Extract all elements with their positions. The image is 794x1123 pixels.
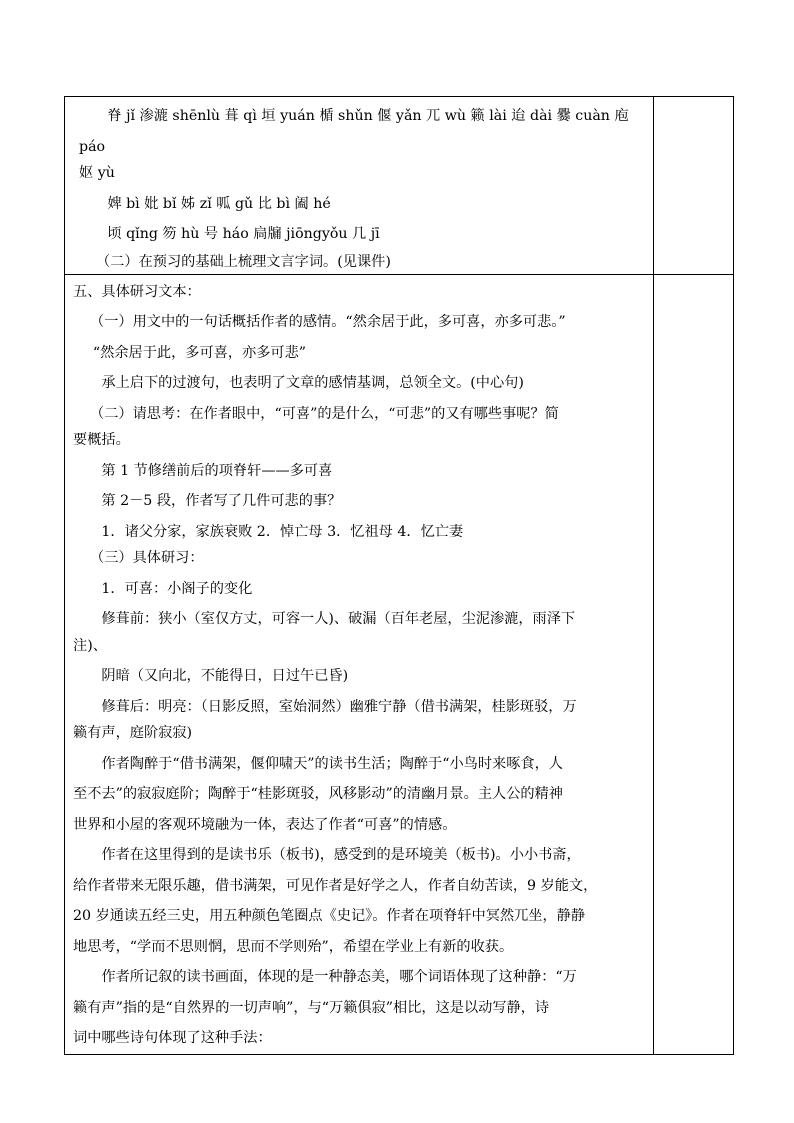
section-2-question: 第 2－5 段，作者写了几件可悲的事？: [101, 493, 342, 509]
before-repair-line-1: 修葺前：狭小（室仅方丈，可容一人)、破漏（百年老屋，尘泥渗漉，雨泽下: [101, 611, 576, 627]
pronunciation-line-2: 妪 yù: [79, 165, 115, 181]
paragraph-3-line-1: 作者所记叙的读书画面，体现的是一种静态美，哪个词语体现了这种静：“万: [101, 969, 577, 985]
after-repair-line-1: 修葺后：明亮：（日影反照，室始洞然）幽雅宁静（借书满架，桂影斑驳，万: [101, 698, 577, 715]
lesson-plan-table: [64, 96, 734, 1055]
main-content-cell: [65, 274, 654, 1054]
paragraph-2-line-4: 地思考，“学而不思则惘，思而不学则殆”，希望在学业上有新的收获。: [73, 938, 514, 955]
question-1-quote: “然余居于此，多可喜，亦多可悲”: [92, 344, 307, 361]
sad-events-list: 1．诸父分家，家族衰败 2．悼亡母 3．忆祖母 4．忆亡妻: [101, 523, 464, 540]
pronunciation-line-3: 婢 bì 妣 bǐ 姊 zǐ 呱 gǔ 比 bì 阖 hé: [107, 195, 331, 212]
notes-cell: [654, 97, 734, 275]
review-task: （二）在预习的基础上梳理文言字词。(见课件): [96, 253, 391, 270]
question-1-note: 承上启下的过渡句，也表明了文章的感情基调，总领全文。(中心句): [101, 375, 524, 391]
before-repair-line-3: 阴暗（又向北，不能得日，日过午已昏): [101, 668, 349, 684]
paragraph-3-line-3: 词中哪些诗句体现了这种手法：: [73, 1030, 272, 1046]
pronunciation-line-4: 顷 qǐng 笏 hù 号 háo 扃牖 jiōngyǒu 几 jī: [107, 226, 380, 242]
pronunciation-line-1: 脊 jǐ 渗漉 shēnlù 葺 qì 垣 yuán 楯 shǔn 偃 yǎn 兀 wù 籁 lài 迨 dài 爨 cuàn 庖 páo: [79, 108, 629, 155]
paragraph-2-line-1: 作者在这里得到的是读书乐（板书)，感受到的是环境美（板书)。小小书斋，: [101, 847, 581, 863]
question-1: （一）用文中的一句话概括作者的感情。“然余居于此，多可喜，亦多可悲。”: [90, 314, 566, 330]
question-2-cont: 要概括。: [73, 432, 130, 448]
question-2: （二）请思考：在作者眼中，“可喜”的是什么，“可悲”的又有哪些事呢？简: [90, 405, 559, 422]
section-1-summary: 第 1 节修缮前后的项脊轩——多可喜: [101, 462, 333, 479]
item-1-heading: 1．可喜：小阁子的变化: [101, 580, 253, 597]
before-repair-line-2: 注)、: [73, 637, 107, 654]
table-row: [65, 274, 734, 1054]
after-repair-line-2: 籁有声，庭阶寂寂): [73, 725, 193, 741]
main-content-cell: [65, 97, 654, 275]
paragraph-2-line-3: 20 岁通读五经三史，用五种颜色笔圈点《史记》。作者在项脊轩中冥然兀坐，静静: [73, 908, 586, 924]
paragraph-1-line-1: 作者陶醉于“借书满架，偃仰啸天”的读书生活；陶醉于“小鸟时来啄食，人: [101, 755, 563, 772]
section-heading: 五、具体研习文本：: [73, 283, 201, 300]
question-3: （三）具体研习：: [90, 550, 204, 566]
paragraph-1-line-2: 至不去”的寂寂庭阶；陶醉于“桂影斑驳，风移影动”的清幽月景。主人公的精神: [73, 786, 563, 802]
notes-cell: [654, 274, 734, 1054]
paragraph-1-line-3: 世界和小屋的客观环境融为一体，表达了作者“可喜”的情感。: [73, 816, 457, 833]
paragraph-3-line-2: 籁有声”指的是“自然界的一切声响”，与“万籁俱寂”相比，这是以动写静，诗: [73, 999, 550, 1016]
table-row: [65, 97, 734, 275]
paragraph-2-line-2: 给作者带来无限乐趣，借书满架，可见作者是好学之人，作者自幼苦读，9 岁能文，: [73, 877, 598, 894]
